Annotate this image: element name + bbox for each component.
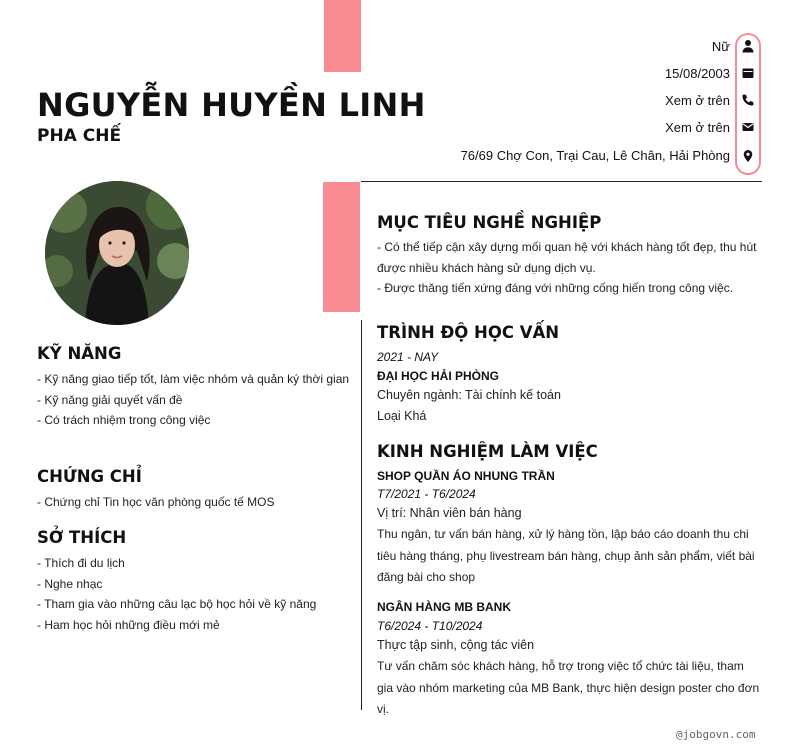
- education-period: 2021 - NAY: [377, 350, 439, 364]
- job-company: NGÂN HÀNG MB BANK: [377, 600, 511, 614]
- job-description: Tư vấn chăm sóc khách hàng, hỗ trợ trong việc tổ chức tài liệu, tham gia vào nhóm marketing của MB Bank, thực hiện design poster cho đơn vị.: [377, 659, 760, 716]
- contact-address: 76/69 Chợ Con, Trại Cau, Lê Chân, Hải Phòng: [460, 148, 730, 163]
- job-position: Thực tập sinh, cộng tác viên: [377, 638, 535, 652]
- objective-line: - Được thăng tiến xứng đáng với những cống hiến trong công việc.: [377, 281, 734, 295]
- mail-icon: [741, 120, 755, 134]
- list-item: - Thích đi du lịch: [37, 556, 125, 570]
- education-grade: Loại Khá: [377, 409, 427, 423]
- job-period: T6/2024 - T10/2024: [377, 619, 483, 633]
- list-item: - Kỹ năng giao tiếp tốt, làm việc nhóm và quản ký thời gian: [37, 372, 350, 386]
- education-title: TRÌNH ĐỘ HỌC VẤN: [377, 323, 560, 342]
- contact-email: Xem ở trên: [665, 120, 730, 135]
- top-accent-bar: [324, 0, 361, 72]
- list-item: - Ham học hỏi những điều mới mẻ: [37, 617, 220, 632]
- location-icon: [741, 149, 755, 163]
- skills-list: [37, 369, 349, 431]
- list-item: - Tham gia vào những câu lạc bộ học hỏi về kỹ năng: [37, 597, 317, 611]
- calendar-icon: [741, 66, 755, 80]
- column-divider: [361, 320, 362, 710]
- job-description: Thu ngân, tư vấn bán hàng, xử lý hàng tồn, lập báo cáo doanh thu chi tiêu hàng tháng, phụ livestream bán hàng, chụp ảnh sản phẩm, viết bài đăng bài cho shop: [377, 527, 755, 584]
- certificates-title: CHỨNG CHỈ: [37, 467, 142, 486]
- list-item: - Kỹ năng giải quyết vấn đề: [37, 392, 183, 407]
- avatar: [45, 181, 189, 325]
- objective-text: [377, 237, 763, 299]
- candidate-name: NGUYỄN HUYỀN LINH: [37, 86, 426, 124]
- contact-birthdate: 15/08/2003: [664, 66, 730, 81]
- contact-gender: Nữ: [711, 39, 730, 54]
- footer-watermark: @jobgovn.com: [676, 728, 756, 741]
- education-major: Chuyên ngành: Tài chính kế toán: [377, 388, 561, 402]
- header-divider: [361, 181, 762, 182]
- candidate-role: PHA CHẾ: [37, 126, 122, 146]
- contact-phone: Xem ở trên: [665, 93, 730, 108]
- job-company: SHOP QUẦN ÁO NHUNG TRẦN: [377, 469, 555, 483]
- objective-title: MỤC TIÊU NGHỀ NGHIỆP: [377, 213, 602, 232]
- education-school: ĐẠI HỌC HẢI PHÒNG: [377, 369, 500, 383]
- list-item: - Nghe nhạc: [37, 576, 103, 591]
- certificates-list: [37, 492, 275, 513]
- job-period: T7/2021 - T6/2024: [377, 487, 476, 501]
- objective-line: - Có thể tiếp cận xây dựng mối quan hệ với khách hàng tốt đẹp, thu hút được nhiều khách hàng sử dụng dịch vụ.: [377, 240, 757, 275]
- skills-title: KỸ NĂNG: [37, 344, 122, 363]
- phone-icon: [741, 93, 755, 107]
- hobbies-list: [37, 553, 316, 635]
- list-item: - Chứng chỉ Tin học văn phòng quốc tế MOS: [37, 495, 275, 509]
- person-icon: [741, 39, 755, 53]
- job-position: Vị trí: Nhân viên bán hàng: [377, 506, 522, 520]
- experience-title: KINH NGHIỆM LÀM VIỆC: [377, 442, 598, 461]
- hobbies-title: SỞ THÍCH: [37, 528, 127, 547]
- list-item: - Có trách nhiệm trong công việc: [37, 413, 211, 427]
- middle-accent-bar: [323, 182, 360, 312]
